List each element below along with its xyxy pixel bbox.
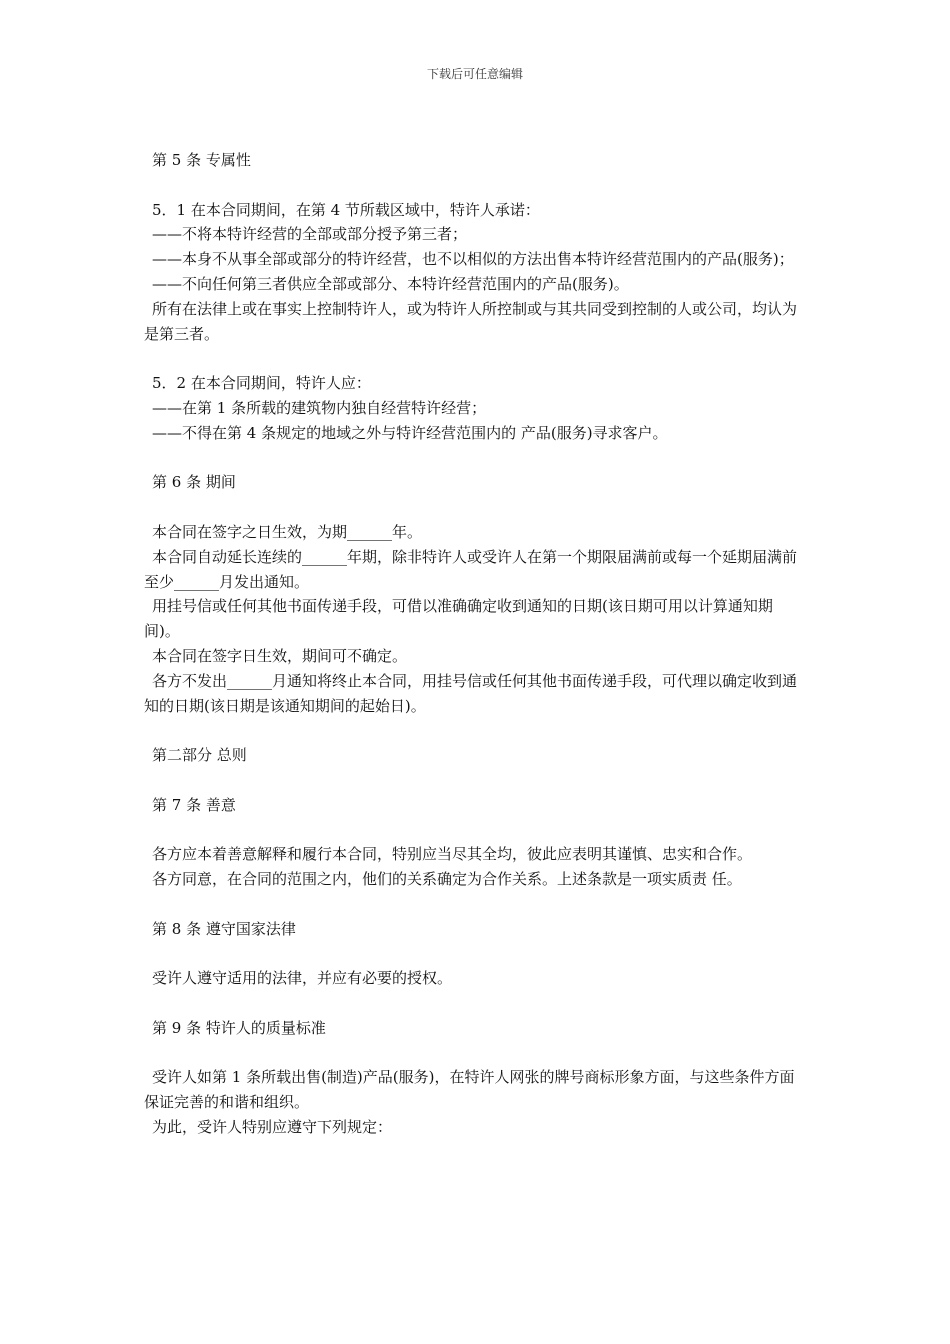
paragraph-line: 本合同在签字日生效，期间可不确定。 <box>152 646 408 665</box>
section-heading: 第二部分 总则 <box>152 746 247 765</box>
section-heading: 第 7 条 善意 <box>152 795 236 814</box>
paragraph-line: 各方应本着善意解释和履行本合同，特别应当尽其全均，彼此应表明其谨慎、忠实和合作。 <box>152 845 753 864</box>
paragraph-line: ——不向任何第三者供应全部或部分、本特许经营范围内的产品(服务)。 <box>152 274 629 293</box>
paragraph-spacer <box>144 942 808 967</box>
paragraph-spacer <box>144 446 808 471</box>
paragraph-spacer <box>144 346 808 371</box>
paragraph-line: 本合同在签字之日生效，为期______年。 <box>152 522 423 541</box>
section-heading: 第 6 条 期间 <box>152 473 236 492</box>
paragraph-line: 本合同自动延长连续的______年期，除非特许人或受许人在第一个期限届满前或每一个延期届满前至少______月发出通知。 <box>144 547 798 591</box>
section-heading: 第 9 条 特许人的质量标准 <box>152 1018 326 1037</box>
paragraph-line: ——本身不从事全部或部分的特许经营，也不以相似的方法出售本特许经营范围内的产品(服务)； <box>152 250 794 269</box>
paragraph-line: 受许人遵守适用的法律，并应有必要的授权。 <box>152 969 453 988</box>
paragraph-line: 所有在法律上或在事实上控制特许人，或为特许人所控制或与其共同受到控制的人或公司，均认为是第三者。 <box>144 299 798 343</box>
paragraph-spacer <box>144 892 808 917</box>
paragraph-spacer <box>144 991 808 1016</box>
paragraph-line: 为此，受许人特别应遵守下列规定： <box>152 1118 393 1137</box>
paragraph-line: 各方不发出______月通知将终止本合同，用挂号信或任何其他书面传递手段，可代理以确定收到通知的日期(该日期是该通知期间的起始日)。 <box>144 671 798 715</box>
paragraph-line: 受许人如第 1 条所载出售(制造)产品(服务)，在特许人网张的牌号商标形象方面，与这些条件方面保证完善的和谐和组织。 <box>144 1068 795 1112</box>
paragraph-line: 5．2 在本合同期间，特许人应： <box>152 374 371 393</box>
paragraph-line: ——不将本特许经营的全部或部分授予第三者； <box>152 225 468 244</box>
paragraph-line: ——不得在第 4 条规定的地域之外与特许经营范围内的 产品(服务)寻求客户。 <box>152 423 668 442</box>
paragraph-spacer <box>144 718 808 743</box>
page-header: 下载后可任意编辑 <box>426 67 523 81</box>
paragraph-spacer <box>144 173 808 198</box>
section-heading: 第 5 条 专属性 <box>152 151 251 169</box>
paragraph-line: 5．1 在本合同期间，在第 4 节所载区域中，特许人承诺： <box>152 200 540 219</box>
paragraph-line: 用挂号信或任何其他书面传递手段，可借以准确确定收到通知的日期(该日期可用以计算通知期间)。 <box>144 597 773 641</box>
paragraph-line: 各方同意，在合同的范围之内，他们的关系确定为合作关系。上述条款是一项实质责 任。 <box>152 870 742 889</box>
paragraph-line: ——在第 1 条所载的建筑物内独自经营特许经营； <box>152 398 487 417</box>
paragraph-spacer <box>144 1041 808 1066</box>
section-heading: 第 8 条 遵守国家法律 <box>152 919 296 938</box>
paragraph-spacer <box>144 495 808 520</box>
document-body <box>144 148 808 1140</box>
paragraph-spacer <box>144 768 808 793</box>
paragraph-spacer <box>144 818 808 843</box>
